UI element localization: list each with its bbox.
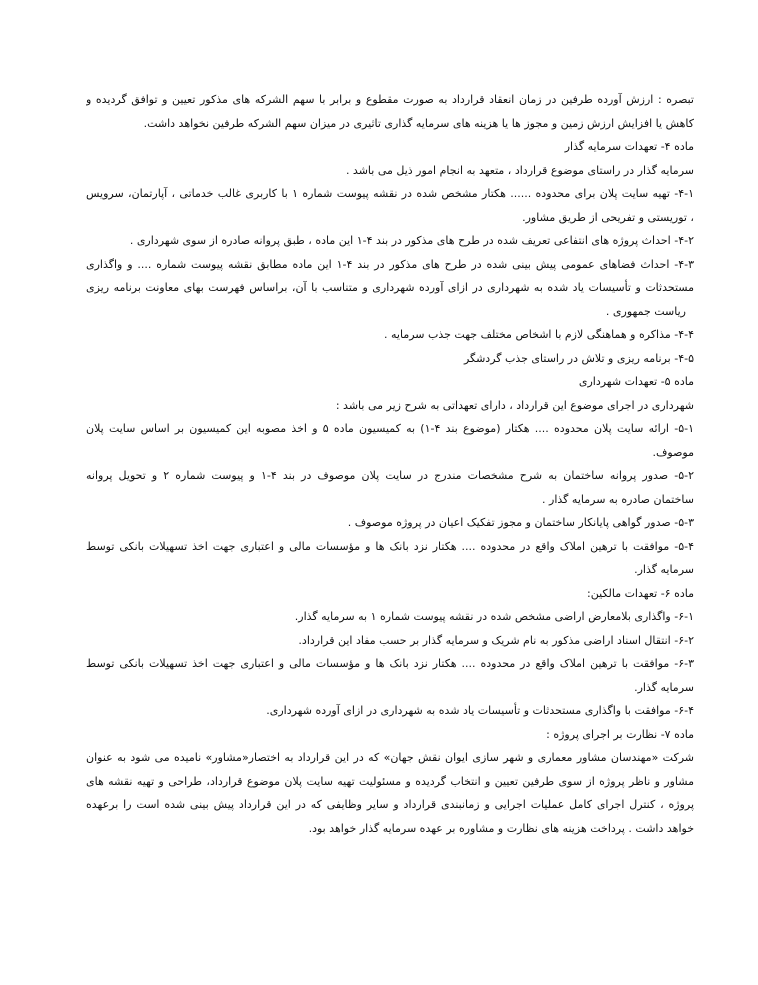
text-line: ساختمان صادره به سرمایه گذار . (542, 492, 694, 506)
text-line: ۴-۱- تهیه سایت پلان برای محدوده ...... هکتار مشخص شده در نقشه پیوست شماره ۱ با کاربری غالب خدماتی ، آپارتمان، سرویس (86, 187, 694, 200)
text-line: شهرداری در اجرای موضوع این قرارداد ، دارای تعهداتی به شرح زیر می باشد : (335, 398, 694, 412)
text-line: ۵-۱- ارائه سایت پلان محدوده .... هکتار (موضوع بند ۴-۱) به کمیسیون ماده ۵ و اخذ مصوبه این کمیسیون بر اساس سایت پلان (86, 422, 694, 435)
text-line: کاهش یا افزایش ارزش زمین و مجوز ها یا هزینه های سرمایه گذاری تاثیری در میزان سهم الشرکه طرفین نخواهد داشت. (143, 116, 694, 130)
text-line: ۶-۲- انتقال اسناد اراضی مذکور به نام شریک و سرمایه گذار بر حسب مفاد این قرارداد. (298, 633, 694, 647)
text-line: ۴-۲- احداث پروژه های انتفاعی تعریف شده در طرح های مذکور در بند ۴-۱ این ماده ، طبق پروانه صادره از سوی شهرداری . (129, 234, 694, 247)
text-line: سرمایه گذار. (634, 563, 694, 576)
text-line: ماده ۶- تعهدات مالکین: (587, 586, 694, 600)
text-line: موصوف. (652, 445, 694, 459)
text-line: پروژه ، کنترل اجرای کامل عملیات اجرایی و زمانبندی قرارداد و سایر وظایفی که در این قرارداد پیش بینی شده است را برعهده (86, 798, 694, 811)
text-line: ۴-۵- برنامه ریزی و تلاش در راستای جذب گردشگر (463, 351, 694, 365)
text-line: ۶-۱- واگذاری بلامعارض اراضی مشخص شده در نقشه پیوست شماره ۱ به سرمایه گذار. (294, 610, 694, 623)
text-line: ۴-۴- مذاکره و هماهنگی لازم با اشخاص مختلف جهت جذب سرمایه . (384, 328, 694, 341)
text-line: شرکت «مهندسان مشاور معماری و شهر سازی ایوان نقش جهان» که در این قرارداد به اختصار«مشاور» نامیده می شود به عنوان (86, 751, 694, 764)
text-line: ۵-۳- صدور گواهی پایانکار ساختمان و مجوز تفکیک اعیان در پروژه موصوف . (347, 516, 694, 529)
text-line: ، توریستی و تفریحی از طریق مشاور. (522, 210, 694, 224)
text-line: مشاور و ناظر پروژه از سوی طرفین تعیین و انتخاب گردیده و مسئولیت تهیه سایت پلان موضوع قرارداد، طراحی و تهیه نقشه های (86, 774, 694, 788)
text-line: تبصره : ارزش آورده طرفین در زمان انعقاد قرارداد به صورت مقطوع و برابر با سهم الشرکه های مذکور تعیین و توافق گردیده و (86, 93, 694, 106)
text-line: ماده ۷- نظارت بر اجرای پروژه : (546, 727, 694, 741)
text-line: ۵-۲- صدور پروانه ساختمان به شرح مشخصات مندرج در سایت پلان موصوف در بند ۴-۱ و پیوست شماره ۲ و تحویل پروانه (86, 469, 694, 482)
text-line: ریاست جمهوری . (605, 304, 686, 318)
text-line: خواهد داشت . پرداخت هزینه های نظارت و مشاوره بر عهده سرمایه گذار خواهد بود. (308, 821, 694, 835)
text-line: سرمایه گذار در راستای موضوع قرارداد ، متعهد به انجام امور ذیل می باشد . (345, 163, 694, 177)
text-line: مستحدثات و تأسیسات یاد شده به شهرداری در ازای آورده شهرداری و متناسب با آن، براساس فهرست بهای معاونت برنامه ریزی (86, 281, 694, 294)
text-line: سرمایه گذار. (634, 680, 694, 694)
text-line: ۵-۴- موافقت با ترهین املاک واقع در محدوده .... هکتار نزد بانک ها و مؤسسات مالی و اعتباری جهت اخذ تسهیلات بانکی توسط (86, 539, 694, 553)
text-line: ۴-۳- احداث فضاهای عمومی پیش بینی شده در طرح های مذکور در بند ۴-۱ این ماده مطابق نقشه پیوست شماره .... و واگذاری (86, 257, 694, 271)
text-line: ماده ۴- تعهدات سرمایه گذار (564, 140, 694, 153)
text-line: ماده ۵- تعهدات شهرداری (578, 375, 694, 388)
text-line: ۶-۳- موافقت با ترهین املاک واقع در محدوده .... هکتار نزد بانک ها و مؤسسات مالی و اعتباری جهت اخذ تسهیلات بانکی توسط (86, 657, 694, 670)
text-line: ۶-۴- موافقت با واگذاری مستحدثات و تأسیسات یاد شده به شهرداری در ازای آورده شهرداری. (266, 704, 694, 717)
